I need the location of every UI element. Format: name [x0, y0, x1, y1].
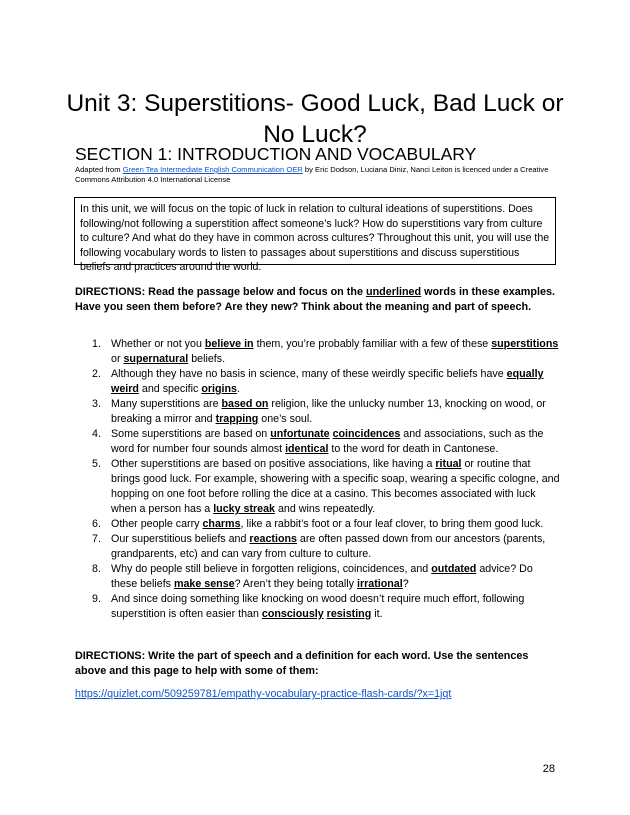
page-title: Unit 3: Superstitions- Good Luck, Bad Luck or No Luck? — [66, 90, 564, 149]
list-text: and specific — [138, 383, 202, 395]
vocab-word: lucky streak — [213, 503, 275, 515]
list-text: Whether or not you — [111, 338, 205, 350]
page-number: 28 — [542, 763, 555, 775]
intro-box: In this unit, we will focus on the topic of luck in relation to cultural ideations of superstitions. Does following/not following a superstition affect someone’s luck? How do superstitions vary from culture to culture? And what do they have in common across cultures? Throughout this unit, you will use the following vocabulary words to listen to passages about superstitions and discuss superstitious beliefs and practices around the world. — [74, 197, 556, 265]
list-text: Why do people still believe in forgotten religions, coincidences, and — [111, 563, 432, 575]
vocab-word: consciously — [261, 608, 324, 620]
list-text: Some superstitions are based on — [111, 428, 271, 440]
list-number: 5. — [92, 458, 101, 470]
list-item — [75, 517, 560, 532]
list-text: it. — [371, 608, 383, 620]
attribution-prefix: Adapted from — [75, 165, 123, 174]
list-number: 3. — [92, 398, 101, 410]
list-number: 8. — [92, 563, 101, 575]
vocab-word: believe in — [204, 338, 254, 350]
list-text: Other superstitions are based on positive associations, like having a — [111, 458, 436, 470]
list-text: or routine that brings good luck. For example, showering with a specific soap, wearing a specific cologne, and hopping on one foot before rolling the dice at a casino. This becomes associated with luck when a person has a — [111, 458, 560, 515]
list-text: to the word for death in Cantonese. — [328, 443, 499, 455]
list-text: one’s soul. — [258, 413, 313, 425]
list-item — [75, 562, 560, 592]
attribution — [75, 165, 560, 185]
list-number: 2. — [92, 368, 101, 380]
list-text: Our superstitious beliefs and — [111, 533, 250, 545]
list-item — [75, 592, 560, 622]
vocab-word: ritual — [435, 458, 462, 470]
list-text: or — [111, 353, 124, 365]
list-text: religion, like the unlucky number 13, knocking on wood, or breaking a mirror and — [111, 398, 546, 425]
list-text: Many superstitions are — [111, 398, 222, 410]
vocab-word: equally — [506, 368, 544, 380]
vocab-word: irrational — [356, 578, 403, 590]
list-text: , like a rabbit’s foot or a four leaf clover, to bring them good luck. — [240, 518, 544, 530]
list-text: . — [236, 383, 240, 395]
list-item — [75, 427, 560, 457]
directions-write: DIRECTIONS: Write the part of speech and a definition for each word. Use the sentences above and this page to help with some of them: — [75, 650, 529, 677]
list-item — [75, 532, 560, 562]
list-text: And since doing something like knocking on wood doesn’t require much effort, following superstition is often easier than — [111, 593, 525, 620]
vocab-word: charms — [202, 518, 241, 530]
directions-underlined-word: underlined — [365, 286, 422, 298]
list-item — [75, 367, 560, 397]
vocab-word: weird — [111, 383, 139, 395]
quizlet-link[interactable]: https://quizlet.com/509259781/empathy-vocabulary-practice-flash-cards/?x=1jqt — [75, 688, 452, 700]
list-number: 4. — [92, 428, 101, 440]
vocab-word: unfortunate — [270, 428, 330, 440]
vocab-word: superstitions — [491, 338, 559, 350]
source-link[interactable]: Green Tea Intermediate English Communication OER — [122, 165, 303, 174]
list-text: ? Aren’t they being totally — [234, 578, 357, 590]
vocab-word: outdated — [431, 563, 477, 575]
directions-read-after: words in these examples. Have you seen them before? Are they new? Think about the meaning and part of speech. — [75, 286, 555, 313]
list-number: 6. — [92, 518, 101, 530]
vocab-word: trapping — [215, 413, 259, 425]
list-text: and wins repeatedly. — [275, 503, 376, 515]
list-text: ? — [402, 578, 409, 590]
list-text: them, you’re probably familiar with a few of these — [253, 338, 492, 350]
vocab-word: resisting — [326, 608, 372, 620]
list-text: Although they have no basis in science, many of these weirdly specific beliefs have — [111, 368, 507, 380]
section-heading: SECTION 1: INTRODUCTION AND VOCABULARY — [75, 144, 477, 164]
vocab-word: origins — [201, 383, 237, 395]
list-text: are often passed down from our ancestors (parents, grandparents, etc) and can vary from culture to culture. — [111, 533, 546, 560]
vocab-word: based on — [221, 398, 269, 410]
vocab-word: identical — [285, 443, 329, 455]
list-text: and associations, such as the word for number four sounds almost — [111, 428, 544, 455]
attribution-suffix: by Eric Dodson, Luciana Diniz, Nanci Leiton is licenced under a Creative Commons Attribution 4.0 International License — [75, 165, 549, 184]
list-item — [75, 337, 560, 367]
list-item — [75, 397, 560, 427]
list-text: beliefs. — [188, 353, 226, 365]
directions-read — [75, 285, 560, 315]
vocab-word: coincidences — [332, 428, 401, 440]
vocabulary-example-list — [75, 337, 560, 622]
list-text: advice? Do these beliefs — [111, 563, 533, 590]
list-number: 1. — [92, 338, 101, 350]
vocab-word: reactions — [249, 533, 297, 545]
vocab-word: supernatural — [123, 353, 189, 365]
vocab-word: make sense — [173, 578, 235, 590]
list-number: 7. — [92, 533, 101, 545]
list-text: Other people carry — [111, 518, 203, 530]
list-number: 9. — [92, 593, 101, 605]
directions-read-before: DIRECTIONS: Read the passage below and focus on the — [75, 286, 366, 298]
list-item — [75, 457, 560, 517]
